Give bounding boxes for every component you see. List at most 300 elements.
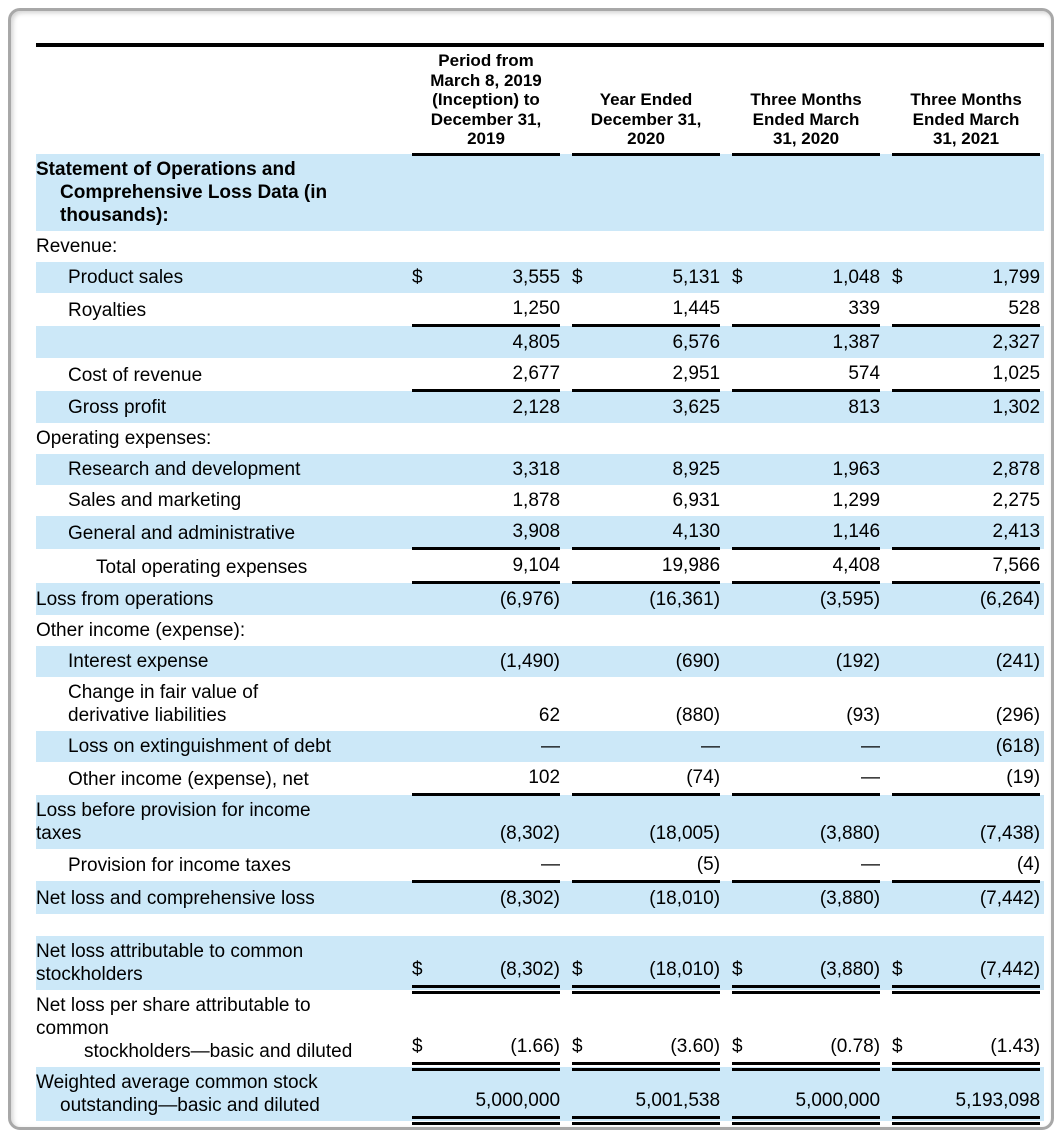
dollar-cell bbox=[412, 231, 438, 262]
column-gap bbox=[720, 231, 732, 262]
dollar-cell bbox=[892, 881, 918, 914]
column-gap bbox=[1040, 326, 1044, 359]
column-gap bbox=[560, 423, 572, 454]
column-gap bbox=[720, 45, 732, 154]
dollar-cell bbox=[892, 549, 918, 583]
value-cell: 6,576 bbox=[598, 326, 720, 359]
label-line: derivative liabilities bbox=[68, 705, 227, 726]
label-line: Royalties bbox=[68, 299, 147, 321]
row-general-administrative bbox=[36, 516, 1044, 549]
value-cell: (93) bbox=[846, 705, 881, 726]
row-product-sales bbox=[36, 262, 1044, 293]
document-card bbox=[8, 8, 1054, 1130]
dollar-cell bbox=[732, 849, 758, 882]
value-cell: 1,025 bbox=[918, 358, 1040, 391]
dollar-cell bbox=[572, 731, 598, 762]
dollar-cell bbox=[892, 358, 918, 391]
column-gap bbox=[880, 231, 892, 262]
column-gap bbox=[880, 990, 892, 1067]
dollar-cell bbox=[572, 677, 598, 731]
value-cell: 7,566 bbox=[918, 549, 1040, 583]
column-gap bbox=[1040, 677, 1044, 731]
dollar-cell bbox=[732, 454, 758, 485]
dollar-cell: $ bbox=[732, 990, 758, 1067]
label-line: Statement of Operations and bbox=[36, 159, 296, 180]
value-cell: (4) bbox=[918, 849, 1040, 882]
dollar-cell bbox=[732, 881, 758, 914]
label-line: Cost of revenue bbox=[68, 364, 203, 386]
row-revenue-header bbox=[36, 231, 1044, 262]
column-gap bbox=[720, 154, 732, 231]
row-label bbox=[36, 1067, 412, 1121]
column-gap bbox=[560, 881, 572, 914]
dollar-cell bbox=[412, 583, 438, 616]
column-gap bbox=[880, 262, 892, 293]
dollar-cell bbox=[892, 485, 918, 516]
row-label bbox=[36, 646, 412, 677]
dollar-cell bbox=[732, 516, 758, 549]
label-line: Operating expenses: bbox=[36, 428, 212, 449]
row-label bbox=[36, 849, 412, 882]
row-label bbox=[36, 326, 412, 359]
column-gap bbox=[560, 1067, 572, 1121]
dollar-cell bbox=[892, 615, 918, 646]
value-cell: (18,005) bbox=[598, 795, 720, 849]
dollar-cell bbox=[892, 231, 918, 262]
value-cell: 2,951 bbox=[598, 358, 720, 391]
column-gap bbox=[720, 391, 732, 424]
column-gap bbox=[880, 1067, 892, 1121]
dollar-cell bbox=[892, 583, 918, 616]
dollar-cell bbox=[572, 154, 598, 231]
row-label bbox=[36, 881, 412, 914]
label-line: Interest expense bbox=[68, 651, 209, 672]
value-cell: (618) bbox=[918, 731, 1040, 762]
dollar-cell bbox=[412, 677, 438, 731]
value-cell: — bbox=[758, 731, 880, 762]
value-cell bbox=[438, 615, 560, 646]
column-gap bbox=[1040, 358, 1044, 391]
dollar-cell bbox=[732, 358, 758, 391]
value-cell: 2,327 bbox=[918, 326, 1040, 359]
column-gap bbox=[880, 646, 892, 677]
value-cell: (1,490) bbox=[438, 646, 560, 677]
value-cell: (7,442) bbox=[918, 881, 1040, 914]
column-header bbox=[892, 45, 1040, 154]
dollar-cell bbox=[732, 583, 758, 616]
column-gap bbox=[560, 485, 572, 516]
column-header-line: 2020 bbox=[627, 129, 665, 148]
value-cell: 1,445 bbox=[598, 293, 720, 326]
value-cell bbox=[918, 615, 1040, 646]
dollar-cell: $ bbox=[892, 936, 918, 990]
column-gap bbox=[880, 549, 892, 583]
dollar-cell bbox=[892, 516, 918, 549]
dollar-cell bbox=[892, 423, 918, 454]
column-gap bbox=[1040, 731, 1044, 762]
row-total-opex bbox=[36, 549, 1044, 583]
value-cell: (7,442) bbox=[918, 936, 1040, 990]
column-gap bbox=[720, 881, 732, 914]
label-line: Net loss attributable to common bbox=[36, 940, 304, 962]
column-gap bbox=[1040, 646, 1044, 677]
dollar-cell bbox=[892, 391, 918, 424]
label-line: Loss before provision for income bbox=[36, 799, 311, 821]
dollar-cell bbox=[412, 454, 438, 485]
dollar-cell bbox=[892, 762, 918, 795]
value-cell: 1,963 bbox=[758, 454, 880, 485]
column-gap bbox=[720, 549, 732, 583]
row-label bbox=[36, 423, 412, 454]
value-cell: 574 bbox=[758, 358, 880, 391]
row-label bbox=[36, 762, 412, 795]
column-gap bbox=[1040, 262, 1044, 293]
dollar-cell bbox=[732, 762, 758, 795]
dollar-cell bbox=[732, 677, 758, 731]
column-gap bbox=[880, 583, 892, 616]
column-gap bbox=[720, 677, 732, 731]
row-change-fair-value bbox=[36, 677, 1044, 731]
dollar-cell bbox=[732, 485, 758, 516]
value-cell: (3,880) bbox=[758, 795, 880, 849]
value-cell: 4,408 bbox=[758, 549, 880, 583]
value-cell: 2,275 bbox=[992, 490, 1041, 511]
value-cell: (8,302) bbox=[438, 936, 560, 990]
column-header-line: December 31, bbox=[590, 109, 702, 129]
label-line: Loss on extinguishment of debt bbox=[68, 736, 332, 757]
column-gap bbox=[560, 849, 572, 882]
value-cell bbox=[758, 231, 880, 262]
row-weighted-average-shares bbox=[36, 1067, 1044, 1121]
column-gap bbox=[720, 423, 732, 454]
dollar-cell bbox=[412, 881, 438, 914]
value-cell: (880) bbox=[675, 705, 721, 726]
value-cell bbox=[598, 423, 720, 454]
column-header-line: December 31, bbox=[430, 109, 542, 129]
value-cell: (3.60) bbox=[598, 990, 720, 1067]
dollar-cell bbox=[572, 615, 598, 646]
column-gap bbox=[720, 936, 732, 990]
label-line: thousands): bbox=[60, 205, 169, 226]
column-gap bbox=[880, 795, 892, 849]
label-line: Provision for income taxes bbox=[68, 855, 291, 876]
column-gap bbox=[720, 615, 732, 646]
row-research-development bbox=[36, 454, 1044, 485]
row-label bbox=[36, 293, 412, 326]
value-cell bbox=[758, 423, 880, 454]
column-gap bbox=[1040, 485, 1044, 516]
dollar-cell bbox=[572, 646, 598, 677]
column-gap bbox=[560, 293, 572, 326]
value-cell: 1,146 bbox=[758, 516, 880, 549]
row-loss-before-taxes bbox=[36, 795, 1044, 849]
label-line: Net loss and comprehensive loss bbox=[36, 887, 315, 909]
dollar-cell bbox=[572, 549, 598, 583]
column-header-line: 31, 2020 bbox=[772, 129, 840, 148]
column-gap bbox=[880, 849, 892, 882]
value-cell: (6,976) bbox=[438, 583, 560, 616]
financial-statement-table bbox=[36, 43, 1044, 1125]
column-gap bbox=[1040, 936, 1044, 990]
column-gap bbox=[720, 990, 732, 1067]
value-cell: (18,010) bbox=[598, 936, 720, 990]
row-sales-marketing bbox=[36, 485, 1044, 516]
value-cell: 5,000,000 bbox=[438, 1067, 560, 1121]
value-cell: 339 bbox=[758, 293, 880, 326]
column-gap bbox=[720, 516, 732, 549]
row-label bbox=[36, 358, 412, 391]
dollar-cell bbox=[892, 677, 918, 731]
value-cell: 3,908 bbox=[438, 516, 560, 549]
dollar-cell: $ bbox=[732, 262, 758, 293]
column-gap bbox=[560, 990, 572, 1067]
column-header-line: 2019 bbox=[467, 129, 505, 148]
column-gap bbox=[560, 677, 572, 731]
value-cell: 6,931 bbox=[672, 490, 721, 511]
column-gap bbox=[720, 485, 732, 516]
column-gap bbox=[880, 516, 892, 549]
value-cell: (690) bbox=[598, 646, 720, 677]
value-cell: — bbox=[758, 849, 880, 882]
value-cell: 3,625 bbox=[598, 391, 720, 424]
value-cell: (19) bbox=[918, 762, 1040, 795]
label-line: Revenue: bbox=[36, 236, 118, 257]
column-gap bbox=[1040, 990, 1044, 1067]
dollar-cell bbox=[892, 731, 918, 762]
column-gap bbox=[560, 262, 572, 293]
label-line: taxes bbox=[36, 822, 82, 844]
label-line: Comprehensive Loss Data (in bbox=[60, 182, 328, 203]
spacer-cell bbox=[36, 914, 1044, 936]
value-cell: 3,555 bbox=[438, 262, 560, 293]
dollar-cell bbox=[732, 646, 758, 677]
dollar-cell bbox=[412, 293, 438, 326]
column-gap bbox=[560, 391, 572, 424]
column-gap bbox=[560, 454, 572, 485]
row-other-income-header bbox=[36, 615, 1044, 646]
dollar-cell: $ bbox=[892, 262, 918, 293]
value-cell: (1.43) bbox=[918, 990, 1040, 1067]
dollar-cell bbox=[892, 154, 918, 231]
dollar-cell bbox=[732, 231, 758, 262]
header-label-cell bbox=[36, 45, 412, 154]
row-label bbox=[36, 731, 412, 762]
dollar-cell bbox=[572, 358, 598, 391]
column-gap bbox=[1040, 154, 1044, 231]
value-cell: (6,264) bbox=[918, 583, 1040, 616]
dollar-cell bbox=[412, 549, 438, 583]
label-line: stockholders—basic and diluted bbox=[84, 1040, 353, 1062]
column-header-line: Three Months bbox=[750, 90, 862, 109]
row-provision-income-taxes bbox=[36, 849, 1044, 882]
dollar-cell bbox=[892, 454, 918, 485]
column-gap bbox=[720, 293, 732, 326]
row-label bbox=[36, 615, 412, 646]
value-cell: 9,104 bbox=[438, 549, 560, 583]
dollar-cell bbox=[412, 731, 438, 762]
row-cost-of-revenue bbox=[36, 358, 1044, 391]
dollar-cell: $ bbox=[892, 990, 918, 1067]
value-cell bbox=[438, 423, 560, 454]
row-label bbox=[36, 549, 412, 583]
value-cell: 2,413 bbox=[918, 516, 1040, 549]
dollar-cell bbox=[572, 516, 598, 549]
column-gap bbox=[1040, 391, 1044, 424]
column-header-line: Ended March bbox=[912, 109, 1020, 129]
column-header-line: 31, 2021 bbox=[932, 129, 1000, 148]
column-gap bbox=[880, 762, 892, 795]
label-line: common bbox=[36, 1017, 109, 1039]
label-line: Total operating expenses bbox=[96, 556, 308, 578]
column-header-line: Three Months bbox=[910, 90, 1022, 109]
document-page bbox=[11, 11, 1051, 1125]
dollar-cell bbox=[412, 358, 438, 391]
column-gap bbox=[880, 936, 892, 990]
column-gap bbox=[720, 326, 732, 359]
value-cell: (8,302) bbox=[438, 881, 560, 914]
dollar-cell: $ bbox=[412, 990, 438, 1067]
column-header bbox=[412, 45, 560, 154]
column-header bbox=[732, 45, 880, 154]
column-gap bbox=[880, 293, 892, 326]
value-cell: (192) bbox=[758, 646, 880, 677]
column-gap bbox=[880, 358, 892, 391]
dollar-cell bbox=[412, 646, 438, 677]
dollar-cell bbox=[412, 516, 438, 549]
column-gap bbox=[880, 454, 892, 485]
column-gap bbox=[560, 583, 572, 616]
value-cell: — bbox=[438, 731, 560, 762]
column-header-line: March 8, 2019 bbox=[430, 70, 542, 90]
row-label bbox=[36, 936, 412, 990]
dollar-cell bbox=[572, 391, 598, 424]
value-cell bbox=[758, 154, 880, 231]
value-cell: 1,048 bbox=[758, 262, 880, 293]
dollar-cell bbox=[412, 762, 438, 795]
dollar-cell bbox=[412, 1067, 438, 1121]
row-label bbox=[36, 262, 412, 293]
dollar-cell bbox=[732, 549, 758, 583]
dollar-cell bbox=[572, 454, 598, 485]
value-cell bbox=[438, 154, 560, 231]
value-cell: 1,878 bbox=[512, 490, 561, 511]
header-row bbox=[36, 45, 1044, 154]
value-cell: 8,925 bbox=[598, 454, 720, 485]
value-cell: 2,878 bbox=[918, 454, 1040, 485]
value-cell: 5,193,098 bbox=[918, 1067, 1040, 1121]
column-gap bbox=[560, 615, 572, 646]
dollar-cell: $ bbox=[412, 936, 438, 990]
column-gap bbox=[560, 326, 572, 359]
value-cell: 1,299 bbox=[832, 490, 881, 511]
column-gap bbox=[880, 45, 892, 154]
value-cell: 5,001,538 bbox=[598, 1067, 720, 1121]
column-gap bbox=[560, 154, 572, 231]
column-gap bbox=[880, 731, 892, 762]
label-line: Other income (expense): bbox=[36, 620, 246, 641]
row-label bbox=[36, 454, 412, 485]
value-cell: 5,131 bbox=[598, 262, 720, 293]
dollar-cell: $ bbox=[572, 990, 598, 1067]
dollar-cell bbox=[572, 423, 598, 454]
spacer-row bbox=[36, 914, 1044, 936]
value-cell: (16,361) bbox=[598, 583, 720, 616]
dollar-cell bbox=[572, 293, 598, 326]
dollar-cell bbox=[572, 583, 598, 616]
row-gross-profit bbox=[36, 391, 1044, 424]
value-cell bbox=[918, 231, 1040, 262]
row-label bbox=[36, 583, 412, 616]
column-gap bbox=[1040, 849, 1044, 882]
column-gap bbox=[1040, 615, 1044, 646]
value-cell bbox=[918, 154, 1040, 231]
column-gap bbox=[1040, 881, 1044, 914]
dollar-cell: $ bbox=[572, 262, 598, 293]
dollar-cell bbox=[892, 293, 918, 326]
dollar-cell: $ bbox=[572, 936, 598, 990]
dollar-cell bbox=[412, 795, 438, 849]
column-gap bbox=[560, 45, 572, 154]
row-label bbox=[36, 795, 412, 849]
column-gap bbox=[1040, 45, 1044, 154]
row-label bbox=[36, 990, 412, 1067]
column-gap bbox=[1040, 795, 1044, 849]
column-gap bbox=[1040, 454, 1044, 485]
column-gap bbox=[560, 646, 572, 677]
column-header bbox=[572, 45, 720, 154]
label-line: Product sales bbox=[68, 267, 184, 288]
column-header-line: Ended March bbox=[752, 109, 860, 129]
dollar-cell bbox=[732, 1067, 758, 1121]
row-label bbox=[36, 391, 412, 424]
value-cell: (7,438) bbox=[918, 795, 1040, 849]
value-cell bbox=[758, 615, 880, 646]
dollar-cell bbox=[412, 849, 438, 882]
column-gap bbox=[720, 454, 732, 485]
label-line: Loss from operations bbox=[36, 589, 214, 610]
value-cell: 102 bbox=[438, 762, 560, 795]
value-cell: (1.66) bbox=[438, 990, 560, 1067]
label-line: Research and development bbox=[68, 459, 301, 480]
value-cell: (74) bbox=[598, 762, 720, 795]
label-line: Gross profit bbox=[68, 397, 167, 418]
column-gap bbox=[1040, 583, 1044, 616]
label-line: Weighted average common stock bbox=[36, 1071, 318, 1093]
label-line: Other income (expense), net bbox=[68, 768, 309, 790]
value-cell: 1,799 bbox=[918, 262, 1040, 293]
label-line: Change in fair value of bbox=[68, 682, 259, 703]
dollar-cell bbox=[412, 485, 438, 516]
dollar-cell bbox=[572, 795, 598, 849]
value-cell bbox=[438, 231, 560, 262]
value-cell: — bbox=[598, 731, 720, 762]
dollar-cell bbox=[572, 485, 598, 516]
dollar-cell bbox=[572, 762, 598, 795]
dollar-cell bbox=[732, 795, 758, 849]
column-gap bbox=[880, 677, 892, 731]
column-gap bbox=[720, 849, 732, 882]
value-cell: (296) bbox=[995, 705, 1041, 726]
column-gap bbox=[1040, 423, 1044, 454]
column-gap bbox=[560, 516, 572, 549]
column-gap bbox=[720, 762, 732, 795]
row-section-title bbox=[36, 154, 1044, 231]
dollar-cell bbox=[732, 423, 758, 454]
column-gap bbox=[560, 936, 572, 990]
row-label bbox=[36, 677, 412, 731]
row-interest-expense bbox=[36, 646, 1044, 677]
row-total-revenue bbox=[36, 326, 1044, 359]
